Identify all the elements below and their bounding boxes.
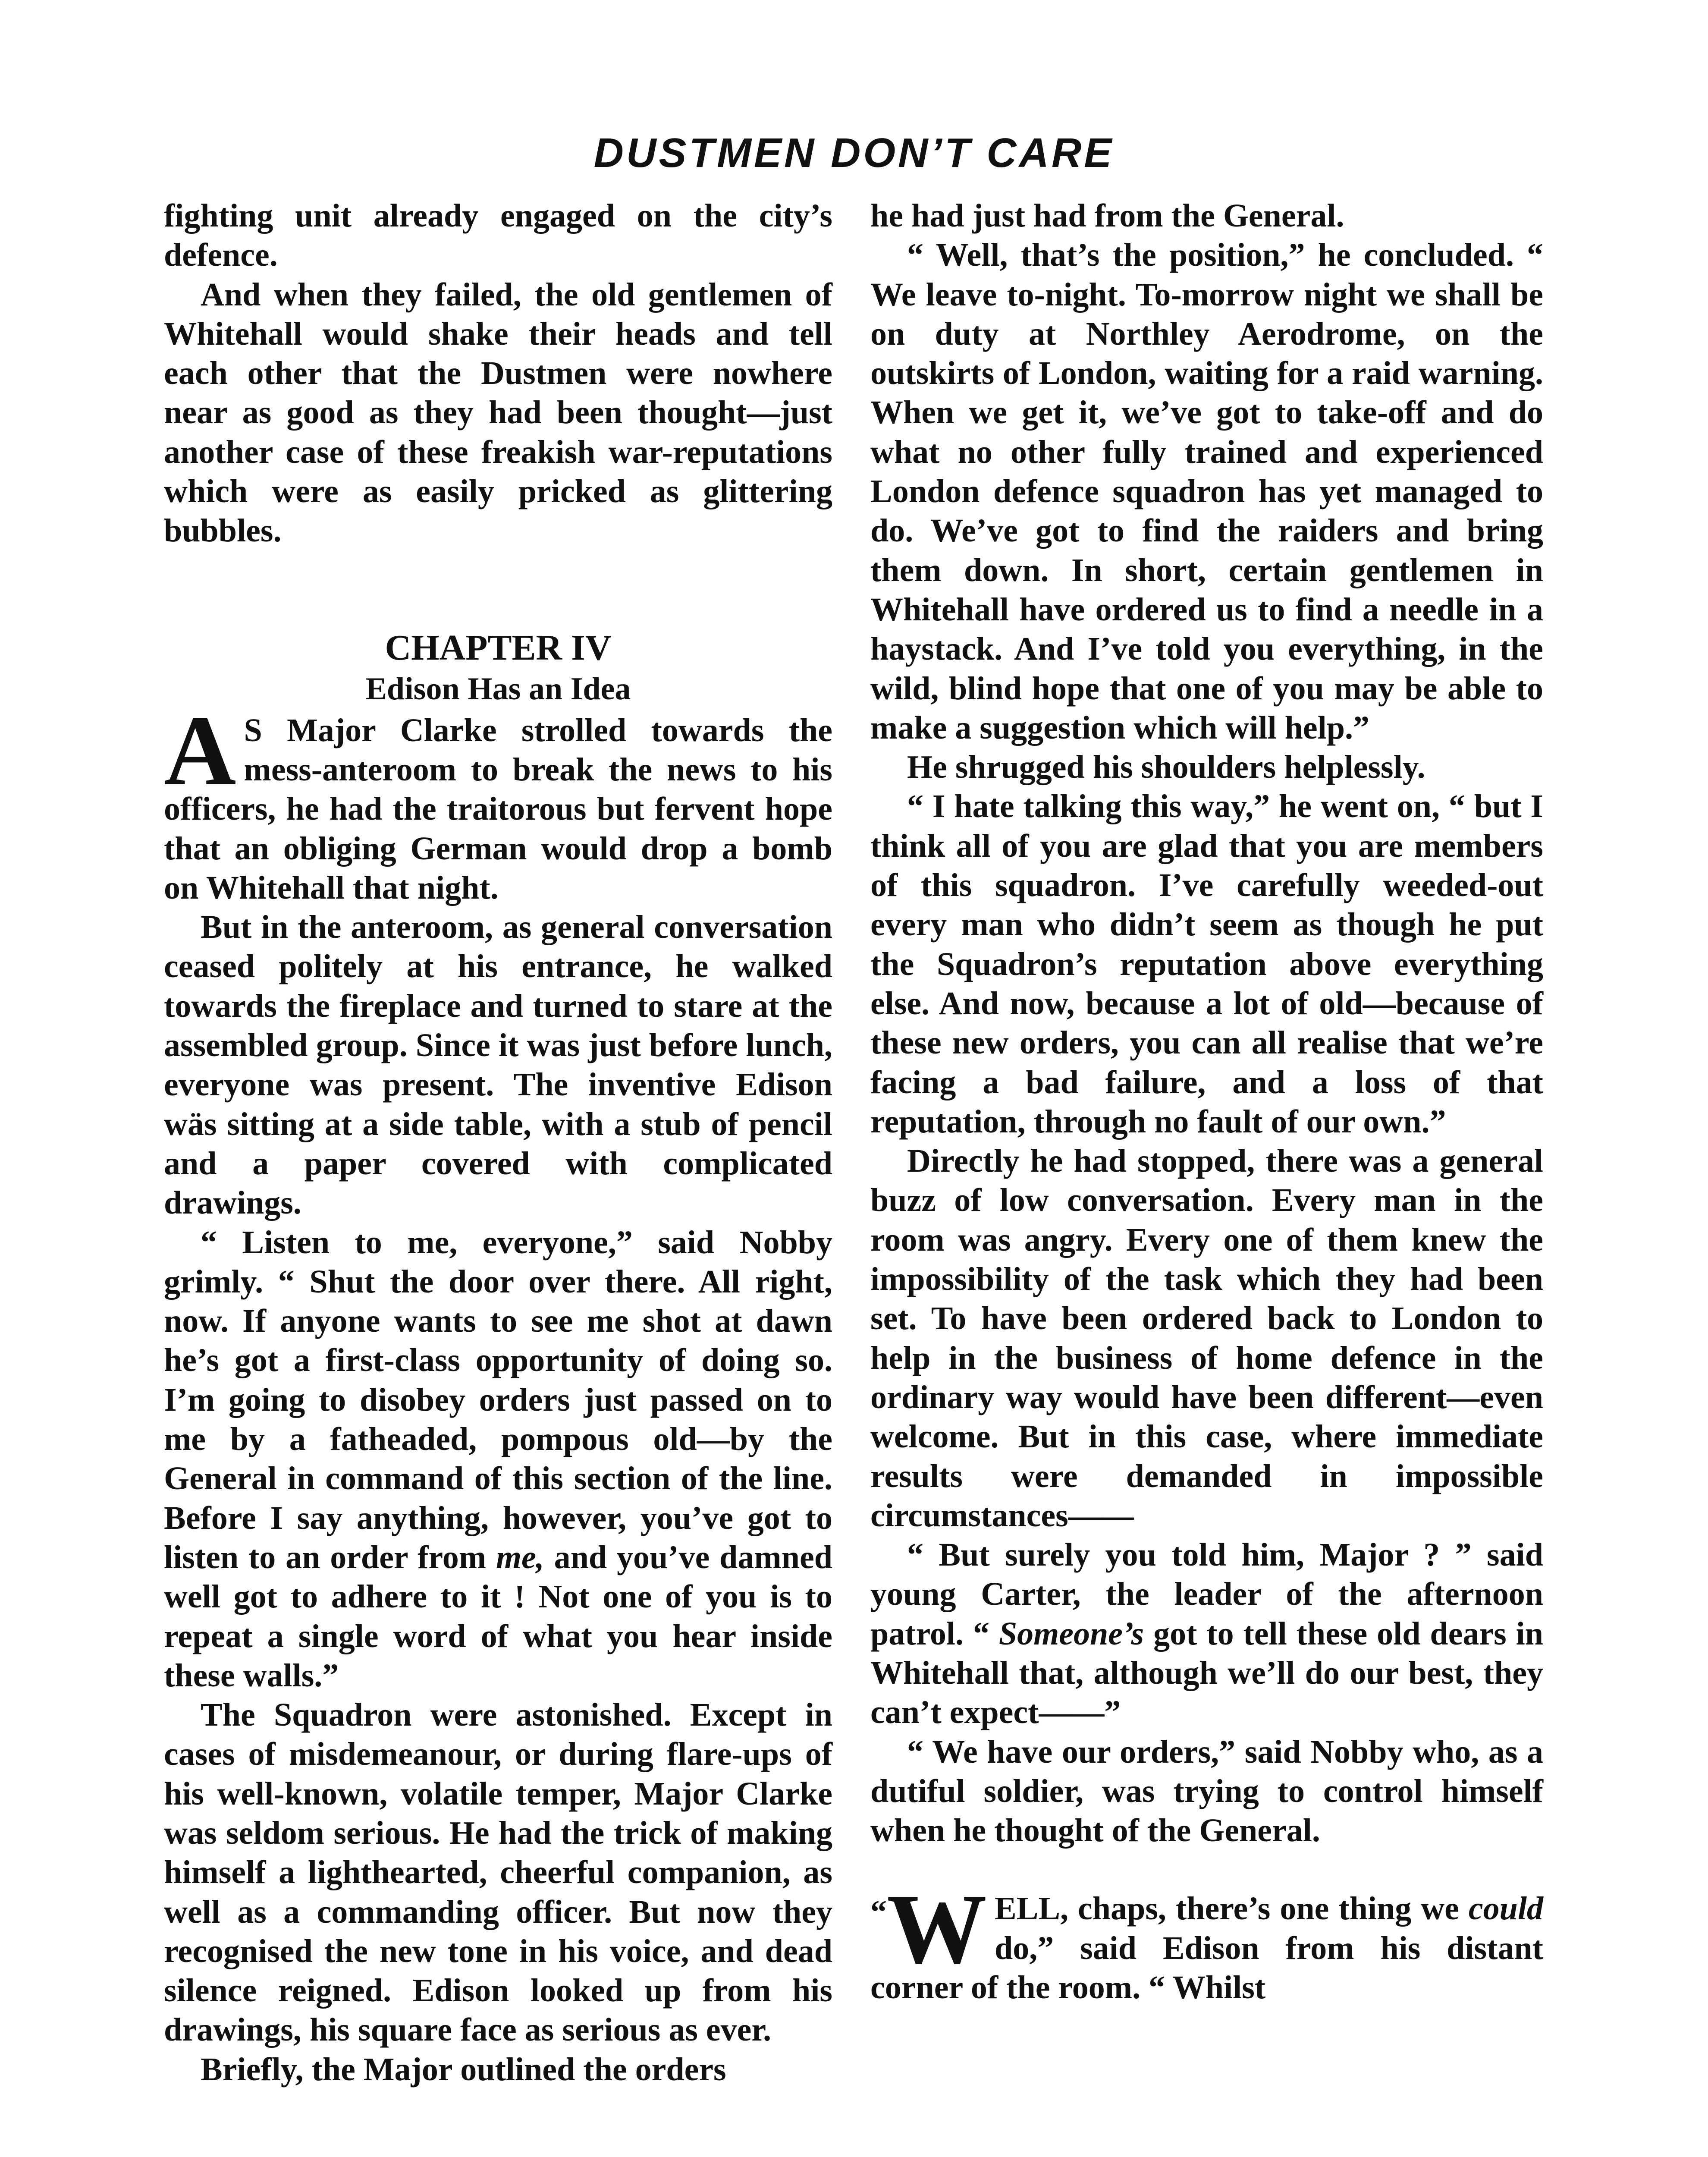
paragraph: fighting unit already engaged on the city’s defence. <box>164 198 832 274</box>
paragraph: “ I hate talking this way,” he went on, “ but I think all of you are glad that you are members of this squadron. I’ve carefully weeded-out every man who didn’t seem as though he put the Squadron’s reputation above everything else. And now, because a lot of old—because of these new orders, you can all realise that we’re facing a bad failure, and a loss of that reputation, through no fault of our own.” <box>870 788 1543 1140</box>
paragraph: Directly he had stopped, there was a general buzz of low conversation. Every man in the room was angry. Every one of them knew the impossibility of the task which they had been set. To have been ordered back to London to help in the business of home defence in the ordinary way would have been different—even welcome. But in this case, where immediate results were demanded in impossible circumstances—— <box>870 1143 1543 1534</box>
paragraph <box>164 695 832 908</box>
paragraph-text: and you’ve damned well got to adhere to it ! Not one of you is to repeat a single word of what you hear inside these walls.” <box>164 1539 833 1694</box>
paragraph: And when they failed, the old gentlemen of Whitehall would shake their heads and tell each other that the Dustmen were nowhere near as good as they had been thought—just another case of these freakish war-reputations which were as easily pricked as glittering bubbles. <box>164 276 832 549</box>
paragraph <box>870 1874 1543 2007</box>
drop-cap: W <box>887 1874 987 1985</box>
right-column <box>870 196 1543 2007</box>
emphasis-text: me, <box>496 1539 544 1575</box>
chapter-subtitle: Edison Has an Idea <box>365 671 631 707</box>
paragraph: But in the anteroom, as general conversation ceased politely at his entrance, he walked towards the fireplace and turned to stare at the assembled group. Since it was just before lunch, everyone was present. The inventive Edison wäs sitting at a side table, with a stub of pencil and a paper covered with complicated drawings. <box>164 909 832 1221</box>
paragraph: He shrugged his shoulders helplessly. <box>907 749 1425 786</box>
chapter-heading: CHAPTER IV <box>385 627 612 668</box>
paragraph-text: “ <box>870 1894 887 1931</box>
paragraph: “ We have our orders,” said Nobby who, as a dutiful soldier, was trying to control himself when he thought of the General. <box>870 1733 1543 1849</box>
page-title: DUSTMEN DON’T CARE <box>593 130 1115 176</box>
paragraph-text: do,” said Edison from his distant corner of the room. “ Whilst <box>870 1930 1543 2006</box>
emphasis-text: Someone’s <box>998 1615 1144 1652</box>
paragraph: Briefly, the Major outlined the orders <box>201 2051 726 2088</box>
paragraph <box>164 1223 832 1696</box>
drop-cap: A <box>164 695 236 806</box>
left-column <box>164 196 832 2089</box>
paragraph-text: got to tell these old dears in Whitehall that, although we’ll do our best, they can’t expect——” <box>870 1615 1543 1731</box>
paragraph <box>870 1535 1543 1732</box>
paragraph: The Squadron were astonished. Except in cases of misdemeanour, or during flare-ups of his well-known, volatile temper, Major Clarke was seldom serious. He had the trick of making himself a lighthearted, cheerful companion, as well as a commanding officer. But now they recognised the new tone in his voice, and dead silence reigned. Edison looked up from his drawings, his square face as serious as ever. <box>164 1697 832 2048</box>
paragraph-text: “ But surely you told him, Major ? ” said young Carter, the leader of the afternoon patrol. “ <box>870 1537 1543 1652</box>
emphasis-text: could <box>1468 1890 1543 1927</box>
paragraph-text: S Major Clarke strolled towards the mess-anteroom to break the news to his officers, he had the traitorous but fervent hope that an obliging German would drop a bomb on Whitehall that night. <box>164 712 832 906</box>
paragraph: “ Well, that’s the position,” he concluded. “ We leave to-night. To-morrow night we shall be on duty at Northley Aerodrome, on the outskirts of London, waiting for a raid warning. When we get it, we’ve got to take-off and do what no other fully trained and experienced London defence squadron has yet managed to do. We’ve got to find the raiders and bring them down. In short, certain gentlemen in Whitehall have ordered us to find a needle in a haystack. And I’ve told you everything, in the wild, blind hope that one of you may be able to make a suggestion which will help.” <box>870 237 1543 746</box>
paragraph-text: ELL, chaps, there’s one thing we <box>995 1890 1469 1927</box>
paragraph-text: “ Listen to me, everyone,” said Nobby grimly. “ Shut the door over there. All right, now. If anyone wants to see me shot at dawn he’s got a first-class opportunity of doing so. I’m going to disobey orders just passed on to me by a fatheaded, pompous old—by the General in command of this section of the line. Before I say anything, however, you’ve got to listen to an order from <box>164 1224 832 1575</box>
paragraph: he had just had from the General. <box>870 198 1344 234</box>
